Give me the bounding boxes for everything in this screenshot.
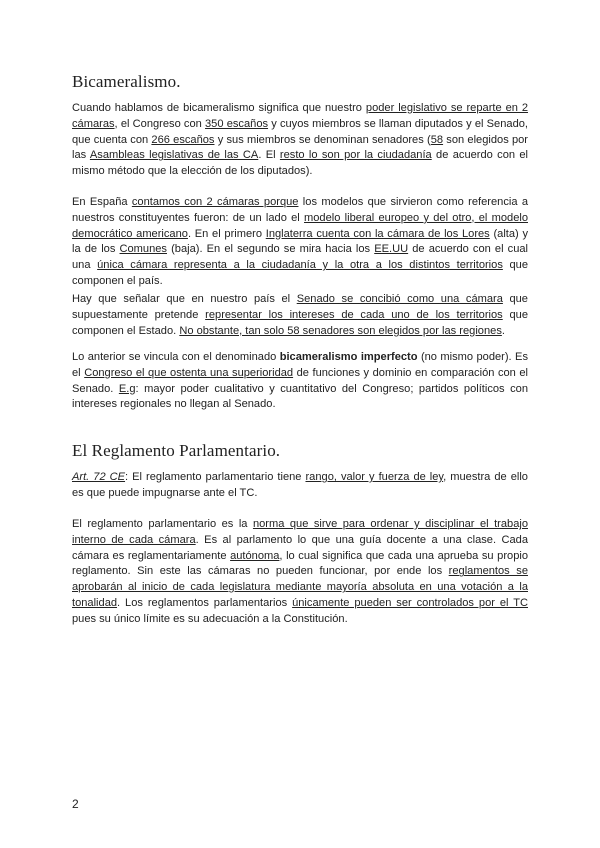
underlined-text: norma que sirve para ordenar y disciplinar el trabajo interno de cada cámara bbox=[72, 518, 528, 546]
text-run: . En el primero bbox=[187, 227, 266, 240]
text-run: pues su único límite es su adecuación a la Constitución. bbox=[72, 612, 348, 625]
text-run: En España bbox=[72, 196, 132, 208]
underlined-text: Comunes bbox=[119, 243, 167, 256]
underlined-text: Asambleas legislativas de las CA bbox=[89, 149, 259, 162]
underlined-text: EE.UU bbox=[374, 243, 409, 256]
underlined-text: autónoma bbox=[230, 549, 280, 562]
text-run: . Los reglamentos parlamentarios bbox=[117, 596, 293, 609]
heading-reglamento-parlamentario: El Reglamento Parlamentario. bbox=[72, 441, 281, 460]
paragraph-bicameralismo-2 bbox=[72, 195, 528, 290]
underlined-text: 58 bbox=[430, 133, 444, 146]
underlined-text: Senado se concibió como una cámara bbox=[296, 293, 503, 305]
text-run: de acuerdo con el cual una bbox=[72, 243, 528, 272]
text-run: los modelos que sirvieron como referencia a nuestros constituyentes fueron: de un lado el bbox=[72, 196, 529, 224]
text-run: de acuerdo con el mismo método que la elección de los diputados). bbox=[72, 149, 528, 178]
text-run: Lo anterior se vincula con el denominado bbox=[72, 351, 280, 363]
text-run: . Es al parlamento lo que una guía docente a una clase. Cada cámara es reglamentariamente bbox=[72, 533, 528, 562]
text-run: , lo cual significa que cada una aprueba su propio reglamento. Sin este las cámaras no pueden funcionar, por ende los bbox=[72, 549, 528, 578]
text-run: que componen el Estado. bbox=[72, 308, 528, 337]
text-run: Hay que señalar que en nuestro país el bbox=[72, 293, 297, 305]
text-run: . El bbox=[258, 149, 280, 162]
text-run: que componen el país. bbox=[72, 259, 529, 287]
paragraph-bicameralismo-4 bbox=[72, 350, 528, 413]
text-run: Cuando hablamos de bicameralismo significa que nuestro bbox=[72, 102, 366, 114]
text-run: y sus miembros se denominan senadores ( bbox=[214, 133, 431, 146]
underlined-text: 266 escaños bbox=[151, 133, 215, 146]
underlined-text: rango, valor y fuerza de ley bbox=[305, 471, 444, 483]
text-run: (no mismo poder). Es el bbox=[72, 351, 528, 379]
text-run: (alta) y la de los bbox=[72, 227, 528, 256]
text-run: : mayor poder cualitativo y cuantitativo del Congreso; partidos políticos con intereses regionales no llegan al Senado. bbox=[72, 382, 528, 411]
underlined-text: resto lo son por la ciudadanía bbox=[279, 149, 432, 162]
underlined-text: modelo liberal europeo y del otro, el modelo democrático americano bbox=[72, 211, 528, 240]
underlined-text: únicamente pueden ser controlados por el TC bbox=[292, 596, 528, 609]
text-run: (baja). En el segundo se mira hacia los bbox=[166, 243, 375, 256]
underlined-text: única cámara representa a la ciudadanía y la otra a los distintos territorios bbox=[97, 259, 503, 272]
text-run: . bbox=[501, 324, 505, 337]
page-number: 2 bbox=[72, 797, 79, 811]
underlined-text: reglamentos se aprobarán al inicio de cada legislatura mediante mayoría absoluta en una votación a la tonalidad bbox=[72, 565, 528, 609]
text-run: , el Congreso con bbox=[114, 117, 206, 130]
underlined-text: Congreso el que ostenta una superioridad bbox=[84, 366, 294, 379]
underlined-text: No obstante, tan solo 58 senadores son elegidos por las regiones bbox=[179, 324, 502, 337]
text-run: El reglamento parlamentario es la bbox=[72, 518, 253, 530]
bold-text: bicameralismo imperfecto bbox=[279, 351, 418, 363]
paragraph-bicameralismo-1 bbox=[72, 101, 528, 180]
paragraph-reglamento-2 bbox=[72, 517, 528, 628]
paragraph-reglamento-1 bbox=[72, 470, 528, 502]
text-run: de funciones y dominio en comparación con el Senado. bbox=[72, 366, 529, 395]
underlined-text: E.g bbox=[118, 382, 136, 395]
underlined-text: Inglaterra cuenta con la cámara de los Lores bbox=[265, 227, 490, 240]
underlined-text: Art. 72 CE bbox=[72, 471, 126, 483]
paragraph-bicameralismo-3 bbox=[72, 292, 528, 339]
text-run: que supuestamente pretende bbox=[72, 293, 528, 321]
underlined-text: contamos con 2 cámaras porque bbox=[131, 196, 299, 208]
text-run: , muestra de ello es que puede impugnarse ante el TC. bbox=[72, 471, 528, 499]
underlined-text: 350 escaños bbox=[205, 117, 269, 130]
text-run: son elegidos por las bbox=[72, 133, 529, 162]
underlined-text: poder legislativo se reparte en 2 cámaras bbox=[72, 102, 529, 130]
text-run: y cuyos miembros se llaman diputados y el Senado, que cuenta con bbox=[72, 117, 528, 146]
text-run: : El reglamento parlamentario tiene bbox=[125, 471, 306, 483]
underlined-text: representar los intereses de cada uno de los territorios bbox=[205, 308, 503, 321]
heading-bicameralismo: Bicameralismo. bbox=[72, 72, 181, 91]
